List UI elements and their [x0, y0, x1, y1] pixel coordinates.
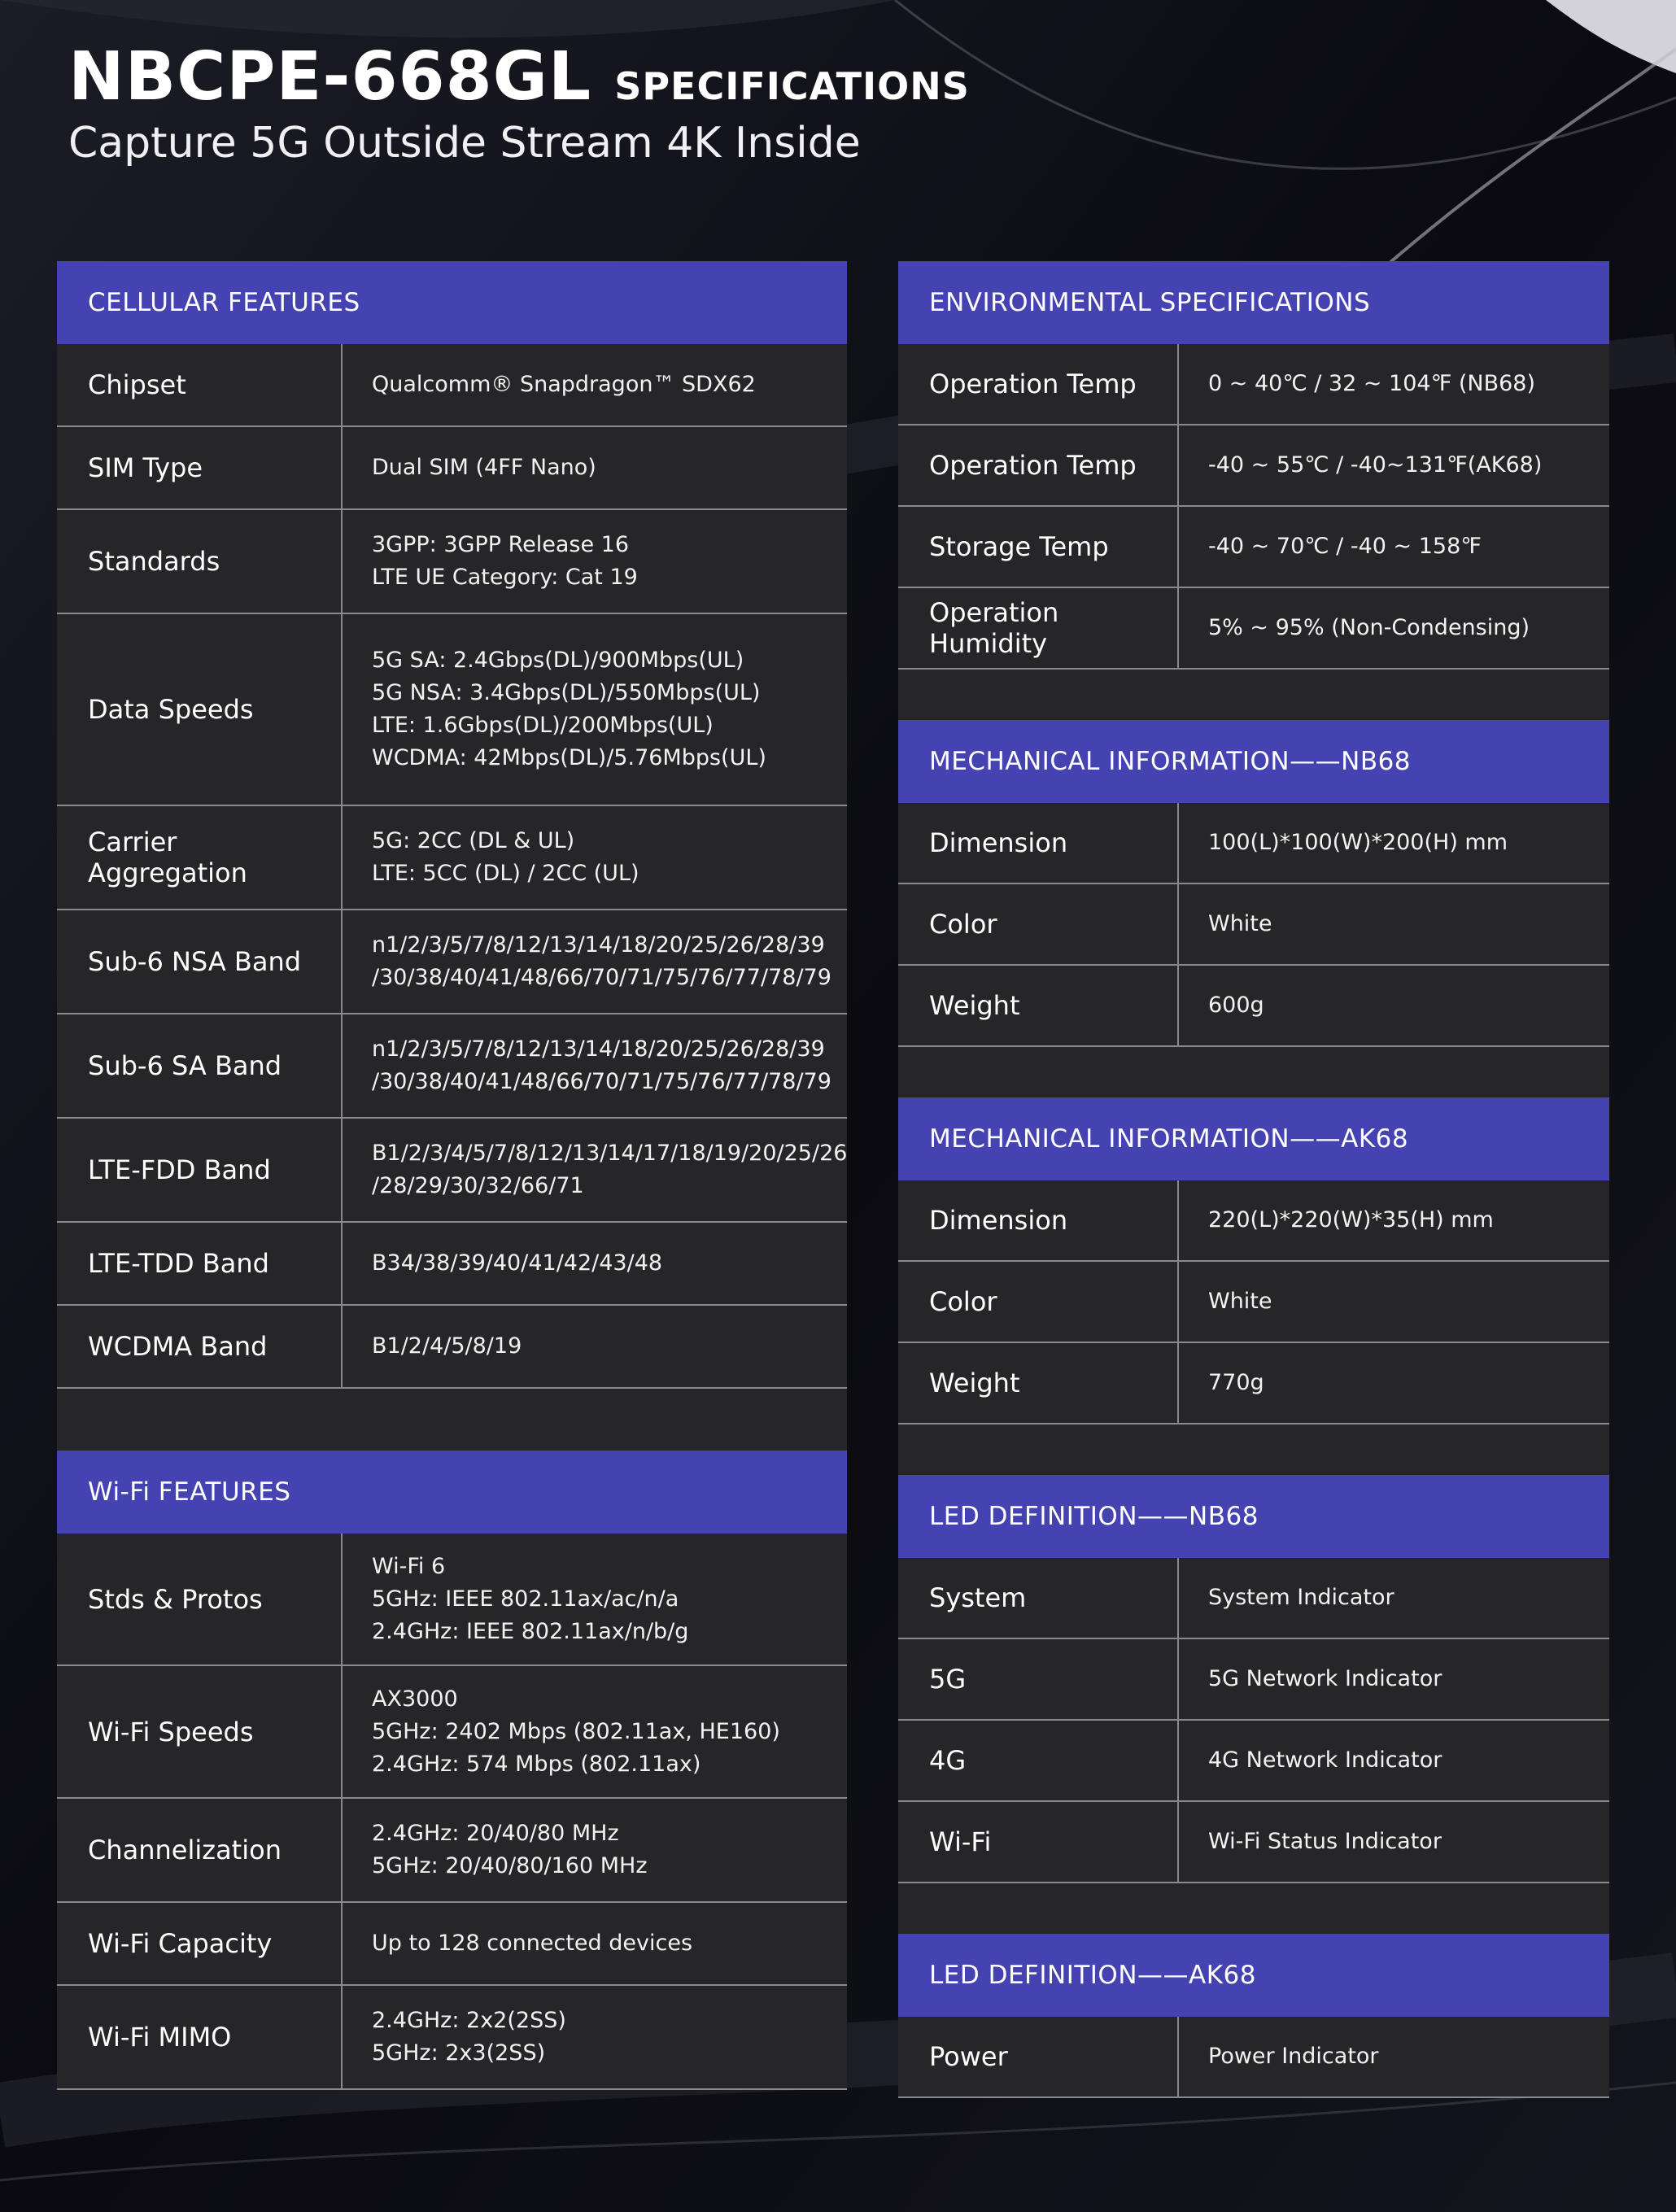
spec-label: 5G — [898, 1639, 1179, 1719]
spec-value-line: 5GHz: IEEE 802.11ax/ac/n/a — [372, 1586, 679, 1612]
section-title: LED DEFINITION——NB68 — [898, 1475, 1609, 1558]
mechanical-ak68-section — [898, 1097, 1609, 1424]
spec-label: Standards — [57, 510, 343, 613]
spec-value-line: Qualcomm® Snapdragon™ SDX62 — [372, 372, 756, 397]
spec-table — [57, 1534, 847, 2090]
spec-label: Dimension — [898, 803, 1179, 883]
section-spacer — [57, 1389, 847, 1451]
spec-value — [1179, 1180, 1609, 1260]
spec-row — [57, 1986, 847, 2090]
section-title: LED DEFINITION——AK68 — [898, 1934, 1609, 2017]
spec-row — [898, 1180, 1609, 1262]
spec-label: Color — [898, 1262, 1179, 1342]
spec-value — [1179, 588, 1609, 668]
spec-row — [898, 2017, 1609, 2098]
spec-label: Data Speeds — [57, 614, 343, 805]
spec-value — [343, 1903, 847, 1984]
spec-value — [1179, 1639, 1609, 1719]
spec-value-line: 3GPP: 3GPP Release 16 — [372, 532, 630, 557]
spec-row — [57, 427, 847, 510]
wifi-features-section — [57, 1451, 847, 2090]
spec-label: Weight — [898, 1343, 1179, 1423]
spec-value-line: 5G Network Indicator — [1208, 1666, 1442, 1691]
spec-row — [898, 1639, 1609, 1721]
spec-value — [343, 1014, 847, 1117]
spec-value-line: AX3000 — [372, 1686, 458, 1712]
spec-table — [898, 2017, 1609, 2098]
spec-label: Sub-6 SA Band — [57, 1014, 343, 1117]
spec-value-line: White — [1208, 911, 1272, 936]
spec-value — [1179, 2017, 1609, 2096]
spec-label: Sub-6 NSA Band — [57, 910, 343, 1013]
spec-label: Wi-Fi Capacity — [57, 1903, 343, 1984]
spec-value-line: -40 ~ 70℃ / -40 ~ 158℉ — [1208, 534, 1482, 559]
section-title: ENVIRONMENTAL SPECIFICATIONS — [898, 261, 1609, 344]
spec-value — [343, 1119, 847, 1221]
spec-label: Stds & Protos — [57, 1534, 343, 1664]
spec-value — [1179, 1802, 1609, 1882]
spec-value-line: 4G Network Indicator — [1208, 1747, 1442, 1773]
section-spacer — [898, 1883, 1609, 1934]
spec-row — [57, 1534, 847, 1666]
spec-label: System — [898, 1558, 1179, 1638]
left-column — [57, 261, 847, 2090]
spec-label: 4G — [898, 1721, 1179, 1800]
spec-label: LTE-FDD Band — [57, 1119, 343, 1221]
spec-value-line: 5G NSA: 3.4Gbps(DL)/550Mbps(UL) — [372, 680, 761, 705]
spec-value-line: B1/2/3/4/5/7/8/12/13/14/17/18/19/20/25/26 — [372, 1141, 848, 1166]
spec-label: Operation Humidity — [898, 588, 1179, 668]
spec-value-line: Up to 128 connected devices — [372, 1931, 693, 1956]
spec-value-line: 220(L)*220(W)*35(H) mm — [1208, 1207, 1494, 1233]
tagline: Capture 5G Outside Stream 4K Inside — [68, 119, 861, 168]
spec-value-line: WCDMA: 42Mbps(DL)/5.76Mbps(UL) — [372, 745, 766, 770]
spec-value-line: LTE: 1.6Gbps(DL)/200Mbps(UL) — [372, 713, 714, 738]
spec-label: Chipset — [57, 344, 343, 425]
spec-value-line: Wi-Fi 6 — [372, 1553, 446, 1579]
spec-row — [898, 966, 1609, 1047]
spec-label: Operation Temp — [898, 344, 1179, 424]
spec-row — [57, 510, 847, 614]
section-spacer — [898, 670, 1609, 720]
spec-row — [898, 507, 1609, 588]
spec-value-line: -40 ~ 55℃ / -40~131℉(AK68) — [1208, 452, 1543, 478]
spec-row — [898, 588, 1609, 670]
spec-value — [1179, 1343, 1609, 1423]
specifications-label: SPECIFICATIONS — [614, 64, 970, 108]
spec-value-line: B34/38/39/40/41/42/43/48 — [372, 1250, 663, 1276]
spec-row — [57, 1903, 847, 1986]
spec-value-line: 600g — [1208, 993, 1264, 1018]
spec-value-line: LTE: 5CC (DL) / 2CC (UL) — [372, 861, 639, 886]
spec-value — [1179, 344, 1609, 424]
spec-value-line: 5% ~ 95% (Non-Condensing) — [1208, 615, 1530, 640]
spec-table — [898, 1558, 1609, 1883]
page-header — [68, 38, 970, 168]
spec-value — [343, 1223, 847, 1304]
spec-value-line: B1/2/4/5/8/19 — [372, 1333, 522, 1359]
spec-value-line: 770g — [1208, 1370, 1264, 1395]
section-title: Wi-Fi FEATURES — [57, 1451, 847, 1534]
section-title: MECHANICAL INFORMATION——NB68 — [898, 720, 1609, 803]
spec-value-line: n1/2/3/5/7/8/12/13/14/18/20/25/26/28/39 — [372, 932, 825, 958]
spec-row — [898, 803, 1609, 884]
spec-value — [1179, 1558, 1609, 1638]
spec-row — [57, 806, 847, 910]
spec-table — [57, 344, 847, 1389]
spec-row — [898, 1721, 1609, 1802]
spec-row — [898, 884, 1609, 966]
spec-row — [898, 425, 1609, 507]
spec-label: Color — [898, 884, 1179, 964]
spec-row — [57, 1014, 847, 1119]
spec-value-line: 5GHz: 2x3(2SS) — [372, 2040, 546, 2066]
spec-label: SIM Type — [57, 427, 343, 508]
spec-value — [343, 1986, 847, 2088]
spec-row — [57, 1223, 847, 1306]
spec-table — [898, 344, 1609, 670]
spec-value-line: /30/38/40/41/48/66/70/71/75/76/77/78/79 — [372, 1069, 831, 1094]
spec-label: Carrier Aggregation — [57, 806, 343, 909]
spec-value-line: n1/2/3/5/7/8/12/13/14/18/20/25/26/28/39 — [372, 1036, 825, 1062]
led-ak68-section — [898, 1934, 1609, 2098]
mechanical-nb68-section — [898, 720, 1609, 1047]
spec-row — [57, 1306, 847, 1389]
section-title: MECHANICAL INFORMATION——AK68 — [898, 1097, 1609, 1180]
spec-row — [57, 1666, 847, 1799]
spec-value — [1179, 966, 1609, 1045]
spec-label: Channelization — [57, 1799, 343, 1901]
spec-value — [1179, 1262, 1609, 1342]
section-spacer — [898, 1424, 1609, 1475]
spec-value-line: 0 ~ 40℃ / 32 ~ 104℉ (NB68) — [1208, 371, 1536, 396]
cellular-features-section — [57, 261, 847, 1389]
spec-label: Wi-Fi — [898, 1802, 1179, 1882]
spec-label: Wi-Fi MIMO — [57, 1986, 343, 2088]
spec-value — [1179, 507, 1609, 587]
spec-label: Wi-Fi Speeds — [57, 1666, 343, 1797]
spec-label: WCDMA Band — [57, 1306, 343, 1387]
spec-value-line: Power Indicator — [1208, 2044, 1379, 2069]
spec-value — [343, 1534, 847, 1664]
section-spacer — [898, 1047, 1609, 1097]
spec-label: Weight — [898, 966, 1179, 1045]
environmental-specifications-section — [898, 261, 1609, 670]
spec-value-line: White — [1208, 1289, 1272, 1314]
spec-value-line: Wi-Fi Status Indicator — [1208, 1829, 1442, 1854]
spec-row — [898, 1558, 1609, 1639]
spec-label: Dimension — [898, 1180, 1179, 1260]
spec-row — [898, 1802, 1609, 1883]
spec-value — [1179, 1721, 1609, 1800]
spec-value — [343, 910, 847, 1013]
spec-value-line: 5GHz: 2402 Mbps (802.11ax, HE160) — [372, 1718, 780, 1744]
spec-value-line: /28/29/30/32/66/71 — [372, 1173, 584, 1198]
spec-value-line: Dual SIM (4FF Nano) — [372, 455, 596, 480]
spec-label: Power — [898, 2017, 1179, 2096]
spec-value-line: 5G: 2CC (DL & UL) — [372, 828, 575, 853]
spec-value — [343, 1666, 847, 1797]
spec-label: LTE-TDD Band — [57, 1223, 343, 1304]
spec-value — [343, 510, 847, 613]
spec-value — [343, 614, 847, 805]
spec-row — [898, 1343, 1609, 1424]
spec-value — [343, 427, 847, 508]
spec-row — [57, 910, 847, 1014]
spec-value — [343, 1306, 847, 1387]
spec-value — [1179, 803, 1609, 883]
spec-value — [343, 806, 847, 909]
spec-row — [898, 344, 1609, 425]
spec-value-line: /30/38/40/41/48/66/70/71/75/76/77/78/79 — [372, 965, 831, 990]
spec-value-line: System Indicator — [1208, 1585, 1394, 1610]
spec-value — [343, 344, 847, 425]
spec-value-line: 2.4GHz: 20/40/80 MHz — [372, 1821, 619, 1846]
spec-value — [343, 1799, 847, 1901]
spec-row — [57, 614, 847, 806]
spec-value-line: 5GHz: 20/40/80/160 MHz — [372, 1853, 648, 1878]
spec-row — [898, 1262, 1609, 1343]
spec-value — [1179, 884, 1609, 964]
spec-table — [898, 1180, 1609, 1424]
spec-value-line: 2.4GHz: 574 Mbps (802.11ax) — [372, 1751, 701, 1777]
section-title: CELLULAR FEATURES — [57, 261, 847, 344]
spec-table — [898, 803, 1609, 1047]
spec-row — [57, 1119, 847, 1223]
spec-value-line: 5G SA: 2.4Gbps(DL)/900Mbps(UL) — [372, 648, 744, 673]
spec-value-line: LTE UE Category: Cat 19 — [372, 565, 638, 590]
led-nb68-section — [898, 1475, 1609, 1883]
spec-value — [1179, 425, 1609, 505]
right-column — [898, 261, 1609, 2098]
spec-row — [57, 344, 847, 427]
spec-row — [57, 1799, 847, 1903]
product-model: NBCPE-668GL — [68, 38, 592, 116]
spec-value-line: 2.4GHz: IEEE 802.11ax/n/b/g — [372, 1618, 689, 1644]
spec-value-line: 2.4GHz: 2x2(2SS) — [372, 2008, 566, 2033]
spec-label: Storage Temp — [898, 507, 1179, 587]
spec-value-line: 100(L)*100(W)*200(H) mm — [1208, 830, 1508, 855]
spec-label: Operation Temp — [898, 425, 1179, 505]
